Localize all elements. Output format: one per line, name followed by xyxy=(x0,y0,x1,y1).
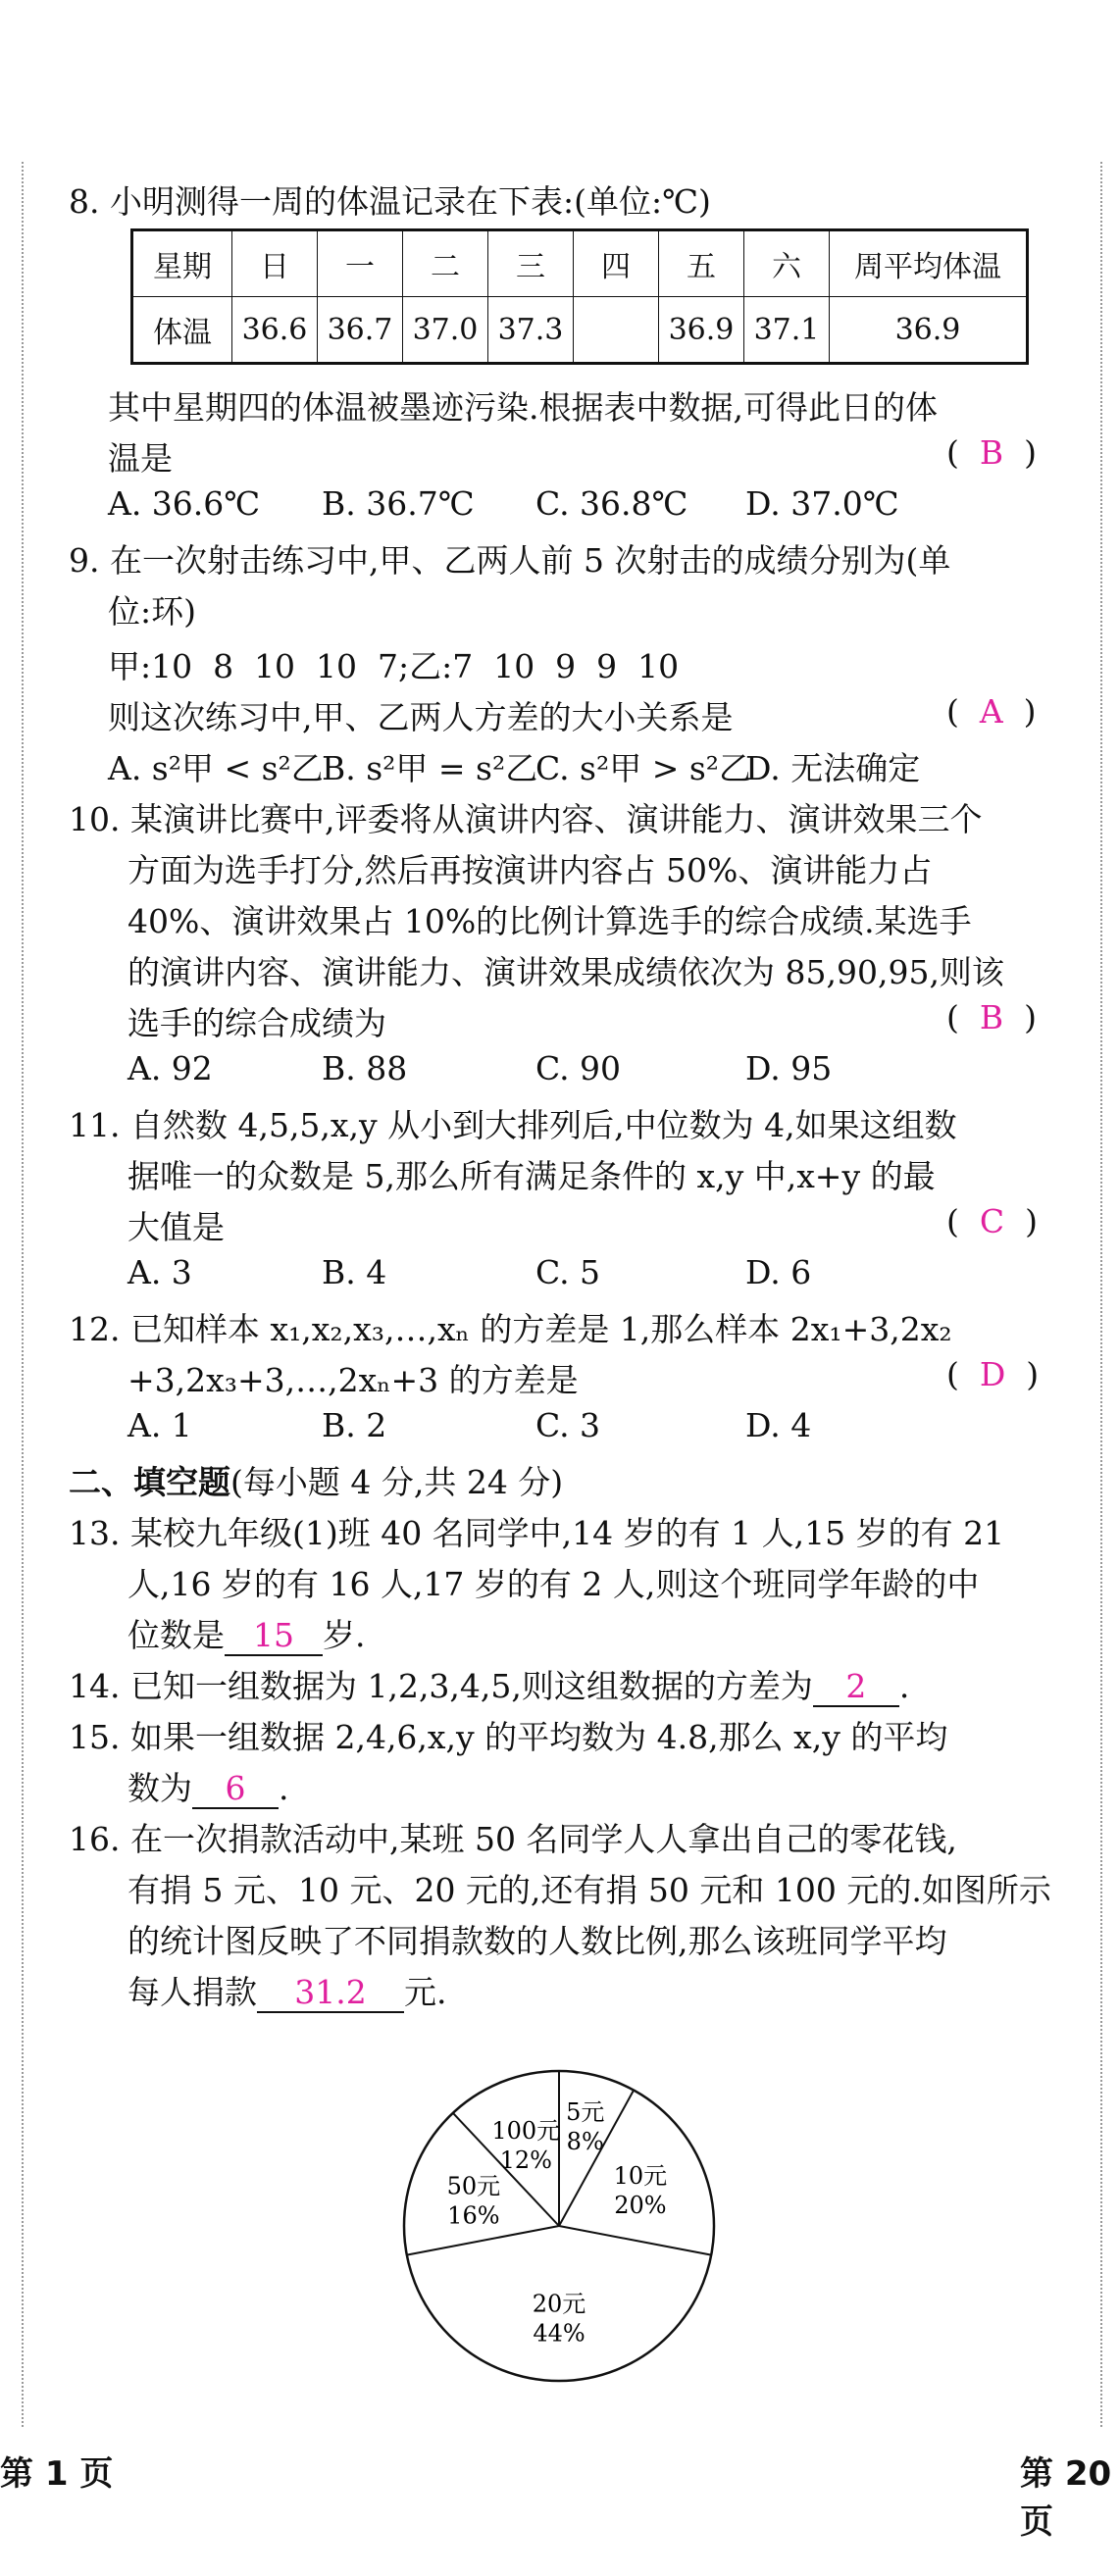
q8-answer: B xyxy=(979,433,1004,472)
q8-answer-paren: ( B ) xyxy=(946,433,1037,472)
q9-line2: 位:环) xyxy=(108,592,196,631)
q9-option-b: B. s²甲 = s²乙 xyxy=(322,749,538,787)
q15-post: . xyxy=(279,1769,289,1807)
q15-line2 xyxy=(127,1763,289,1809)
pie-slice-percent: 12% xyxy=(499,2146,552,2174)
q12-option-a: A. 1 xyxy=(127,1406,192,1444)
q10-line1: 10. 某演讲比赛中,评委将从演讲内容、演讲能力、演讲效果三个 xyxy=(69,800,983,838)
table-cell: 四 xyxy=(574,230,659,297)
q8-line1: 其中星期四的体温被墨迹污染.根据表中数据,可得此日的体 xyxy=(108,388,938,427)
table-row xyxy=(132,297,1028,364)
q10-line3: 40%、演讲效果占 10%的比例计算选手的综合成绩.某选手 xyxy=(127,902,972,940)
q9-option-d: D. 无法确定 xyxy=(745,749,921,787)
table-cell: 日 xyxy=(232,230,318,297)
q11-option-b: B. 4 xyxy=(322,1253,387,1291)
q14-line xyxy=(69,1661,909,1707)
q12-line2: +3,2x₃+3,…,2xₙ+3 的方差是 xyxy=(127,1361,579,1399)
q16-pre: 每人捐款 xyxy=(127,1973,257,2011)
q13-line3 xyxy=(127,1610,366,1656)
q11-line3: 大值是 xyxy=(127,1208,225,1246)
q11-line2: 据唯一的众数是 5,那么所有满足条件的 x,y 中,x+y 的最 xyxy=(127,1157,936,1195)
q10-option-a: A. 92 xyxy=(127,1049,213,1087)
q9-line4: 则这次练习中,甲、乙两人方差的大小关系是 xyxy=(108,698,734,736)
q11-option-a: A. 3 xyxy=(127,1253,192,1291)
pie-slice-label: 50元 xyxy=(446,2172,501,2200)
footer-left: 第 1 页 xyxy=(0,2454,114,2494)
q8-option-c: C. 36.8℃ xyxy=(535,484,688,523)
q9-answer: A xyxy=(979,692,1003,731)
table-cell: 36.9 xyxy=(830,297,1028,364)
q10-line4: 的演讲内容、演讲能力、演讲效果成绩依次为 85,90,95,则该 xyxy=(127,953,1004,991)
q12-option-c: C. 3 xyxy=(535,1406,601,1444)
q15-answer-blank: 6 xyxy=(192,1769,279,1809)
q13-line1: 13. 某校九年级(1)班 40 名同学中,14 岁的有 1 人,15 岁的有 21 xyxy=(69,1514,1005,1552)
table-cell: 六 xyxy=(744,230,830,297)
table-cell: 周平均体温 xyxy=(830,230,1028,297)
q11-line1: 11. 自然数 4,5,5,x,y 从小到大排列后,中位数为 4,如果这组数 xyxy=(69,1106,957,1144)
q10-option-c: C. 90 xyxy=(535,1049,622,1087)
table-cell xyxy=(574,297,659,364)
q9-line3: 甲:10 8 10 10 7;乙:7 10 9 9 10 xyxy=(108,647,680,685)
q12-answer: D xyxy=(979,1355,1006,1393)
pie-slice-percent: 20% xyxy=(614,2191,667,2219)
q12-answer-paren: ( D ) xyxy=(946,1355,1040,1393)
q13-post: 岁. xyxy=(323,1616,366,1654)
pie-slice-label: 100元 xyxy=(491,2116,561,2145)
table-cell: 36.6 xyxy=(232,297,318,364)
right-dotted-margin xyxy=(1100,162,1102,2427)
q16-line1: 16. 在一次捐款活动中,某班 50 名同学人人拿出自己的零花钱, xyxy=(69,1820,957,1858)
table-cell: 一 xyxy=(318,230,403,297)
left-dotted-margin xyxy=(22,162,24,2427)
q15-pre: 数为 xyxy=(127,1769,192,1807)
q10-option-d: D. 95 xyxy=(745,1049,833,1087)
table-cell: 五 xyxy=(659,230,744,297)
q14-answer-blank: 2 xyxy=(813,1667,899,1707)
q10-line2: 方面为选手打分,然后再按演讲内容占 50%、演讲能力占 xyxy=(127,851,933,889)
pie-slice-label: 5元 xyxy=(566,2097,605,2126)
q8-option-a: A. 36.6℃ xyxy=(108,484,261,523)
pie-slice-boundary xyxy=(407,2226,559,2255)
q8-option-d: D. 37.0℃ xyxy=(745,484,899,523)
q16-answer-blank: 31.2 xyxy=(257,1973,404,2013)
q10-option-b: B. 88 xyxy=(322,1049,408,1087)
temperature-table xyxy=(130,228,1029,365)
q12-option-d: D. 4 xyxy=(745,1406,812,1444)
q11-option-d: D. 6 xyxy=(745,1253,812,1291)
q16-post: 元. xyxy=(404,1973,447,2011)
q8-option-b: B. 36.7℃ xyxy=(322,484,475,523)
q10-line5: 选手的综合成绩为 xyxy=(127,1004,386,1042)
q16-line3: 的统计图反映了不同捐款数的人数比例,那么该班同学平均 xyxy=(127,1922,947,1960)
table-cell: 37.3 xyxy=(488,297,574,364)
pie-slice-percent: 16% xyxy=(447,2201,500,2230)
q11-answer-paren: ( C ) xyxy=(946,1202,1038,1240)
pie-slice-label: 10元 xyxy=(613,2161,668,2190)
q9-line1: 9. 在一次射击练习中,甲、乙两人前 5 次射击的成绩分别为(单 xyxy=(69,541,951,580)
section2-title: 二、填空题 xyxy=(69,1463,230,1501)
q9-option-a: A. s²甲 < s²乙 xyxy=(108,749,324,787)
q13-answer-blank: 15 xyxy=(225,1616,323,1656)
section2-note: (每小题 4 分,共 24 分) xyxy=(230,1463,564,1501)
table-header-row xyxy=(132,230,1028,297)
table-cell: 二 xyxy=(403,230,488,297)
donation-pie-chart xyxy=(392,2059,726,2393)
q10-answer: B xyxy=(979,998,1004,1036)
pie-slice-percent: 8% xyxy=(566,2127,604,2155)
table-cell: 36.9 xyxy=(659,297,744,364)
q10-answer-paren: ( B ) xyxy=(946,998,1037,1036)
table-cell: 星期 xyxy=(132,230,232,297)
table-cell: 37.1 xyxy=(744,297,830,364)
table-cell: 体温 xyxy=(132,297,232,364)
q16-line4 xyxy=(127,1967,447,2013)
q8-line2: 温是 xyxy=(108,439,173,478)
pie-slice-percent: 44% xyxy=(533,2319,585,2348)
q13-pre: 位数是 xyxy=(127,1616,225,1654)
q8-stem: 8. 小明测得一周的体温记录在下表:(单位:℃) xyxy=(69,182,711,221)
q12-line1: 12. 已知样本 x₁,x₂,x₃,…,xₙ 的方差是 1,那么样本 2x₁+3,2x₂ xyxy=(69,1310,952,1348)
q15-line1: 15. 如果一组数据 2,4,6,x,y 的平均数为 4.8,那么 x,y 的平均 xyxy=(69,1718,948,1756)
q9-option-c: C. s²甲 > s²乙 xyxy=(535,749,752,787)
table-cell: 三 xyxy=(488,230,574,297)
pie-slice-label: 20元 xyxy=(532,2290,586,2318)
q12-option-b: B. 2 xyxy=(322,1406,387,1444)
q16-line2: 有捐 5 元、10 元、20 元的,还有捐 50 元和 100 元的.如图所示 xyxy=(127,1871,1051,1909)
footer-right: 第 20 页 xyxy=(1020,2454,1112,2542)
q14-post: . xyxy=(898,1667,910,1705)
q9-answer-paren: ( A ) xyxy=(946,692,1037,731)
table-cell: 36.7 xyxy=(318,297,403,364)
q13-line2: 人,16 岁的有 16 人,17 岁的有 2 人,则这个班同学年龄的中 xyxy=(127,1565,980,1603)
table-cell: 37.0 xyxy=(403,297,488,364)
q11-option-c: C. 5 xyxy=(535,1253,601,1291)
q11-answer: C xyxy=(979,1202,1005,1240)
q14-pre: 14. 已知一组数据为 1,2,3,4,5,则这组数据的方差为 xyxy=(69,1667,813,1705)
pie-slice-boundary xyxy=(559,2226,711,2255)
section2-heading xyxy=(69,1457,563,1503)
